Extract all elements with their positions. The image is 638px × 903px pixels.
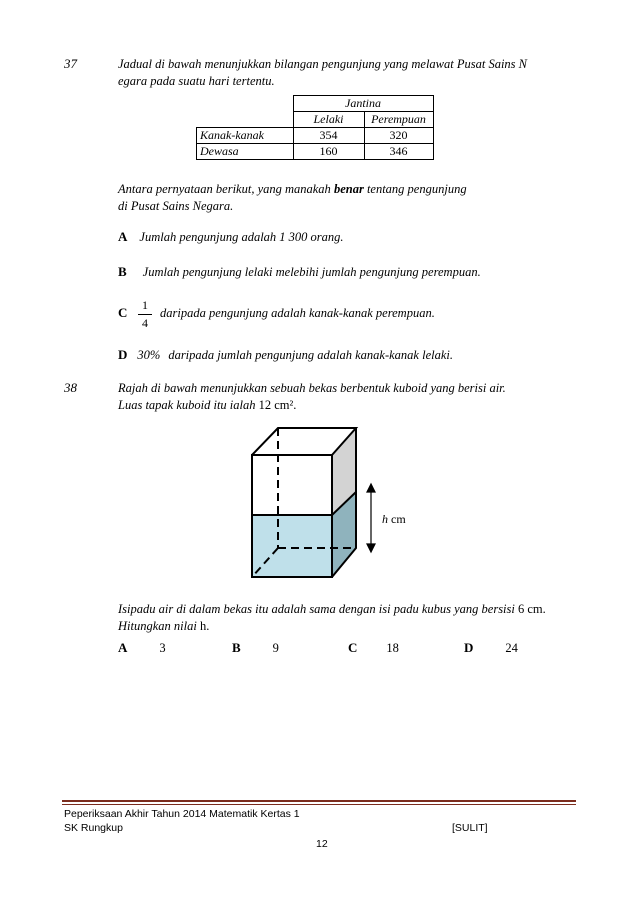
option-letter: D (118, 347, 128, 362)
fraction-numerator: 1 (142, 298, 148, 312)
q38-stem-line1: Rajah di bawah menunjukkan sebuah bekas berbentuk kuboid yang berisi air. (118, 381, 506, 395)
visitor-table (196, 95, 434, 160)
question-38-number: 38 (64, 380, 77, 395)
footer-rule-thin (62, 804, 576, 805)
q38-var-h: h. (199, 619, 210, 633)
option-text: daripada jumlah pengunjung adalah kanak-kanak lelaki. (168, 348, 453, 362)
fraction (138, 298, 152, 331)
q37-option-b[interactable] (118, 263, 481, 281)
q37-prompt-line2: di Pusat Sains Negara. (118, 199, 234, 213)
height-arrow (367, 484, 375, 552)
table-cell: 320 (364, 128, 433, 144)
q37-option-a[interactable] (118, 228, 344, 246)
option-text: Jumlah pengunjung adalah 1 300 orang. (139, 230, 344, 244)
option-letter: B (232, 640, 241, 655)
option-value: 24 (505, 641, 518, 655)
fraction-denominator: 4 (142, 316, 148, 330)
q37-option-d[interactable] (118, 346, 453, 364)
question-38-prompt (118, 601, 598, 635)
footer-rule-thick (62, 800, 576, 802)
question-37-prompt (118, 181, 578, 215)
height-label: h cm (382, 512, 406, 526)
q37-prompt-b: tentang pengunjung (363, 182, 467, 196)
question-37-stem (118, 56, 578, 90)
table-cell: 346 (364, 144, 433, 160)
table-group-header: Jantina (293, 96, 433, 112)
footer-classification: [SULIT] (452, 822, 488, 834)
option-text: daripada pengunjung adalah kanak-kanak perempuan. (160, 306, 435, 320)
q37-stem-line1: Jadual di bawah menunjukkan bilangan pengunjung yang melawat Pusat Sains N (118, 57, 527, 71)
option-text: Jumlah pengunjung lelaki melebihi jumlah pengunjung perempuan. (142, 265, 481, 279)
q38-option-a[interactable] (118, 639, 166, 657)
q37-option-c[interactable] (118, 298, 558, 330)
water-front-face (252, 515, 332, 577)
q38-prompt-line2-a: Hitungkan nilai (118, 619, 200, 633)
question-38-stem (118, 380, 588, 414)
option-letter: B (118, 264, 127, 279)
q38-stem-line2-a: Luas tapak kuboid itu ialah (118, 398, 259, 412)
table-row-label: Dewasa (197, 144, 294, 160)
q37-stem-line2: egara pada suatu hari tertentu. (118, 74, 275, 88)
footer-school: SK Rungkup (64, 822, 123, 834)
table-col-header: Lelaki (293, 112, 364, 128)
question-37-number: 37 (64, 56, 77, 71)
option-value: 18 (386, 641, 399, 655)
option-letter: C (118, 305, 128, 320)
q38-cube-side: 6 cm. (518, 602, 546, 616)
option-value: 9 (272, 641, 279, 655)
table-row-label: Kanak-kanak (197, 128, 294, 144)
table-col-header: Perempuan (364, 112, 433, 128)
q38-base-area: 12 cm². (258, 398, 297, 412)
q37-prompt-bold: benar (333, 182, 364, 196)
option-value: 3 (159, 641, 166, 655)
option-percent: 30% (137, 348, 161, 362)
table-row (197, 128, 434, 144)
table-cell: 160 (293, 144, 364, 160)
q38-prompt-a: Isipadu air di dalam bekas itu adalah sama dengan isi padu kubus yang bersisi (118, 602, 518, 616)
cuboid-diagram (240, 420, 440, 585)
q38-option-c[interactable] (348, 639, 399, 657)
footer-exam-title: Peperiksaan Akhir Tahun 2014 Matematik Kertas 1 (64, 808, 300, 820)
page-number: 12 (316, 838, 328, 850)
table-cell: 354 (293, 128, 364, 144)
option-letter: D (464, 640, 474, 655)
q38-option-b[interactable] (232, 639, 279, 657)
option-letter: A (118, 640, 128, 655)
option-letter: C (348, 640, 358, 655)
q38-option-d[interactable] (464, 639, 518, 657)
table-row (197, 144, 434, 160)
q37-prompt-a: Antara pernyataan berikut, yang manakah (118, 182, 334, 196)
option-letter: A (118, 229, 128, 244)
